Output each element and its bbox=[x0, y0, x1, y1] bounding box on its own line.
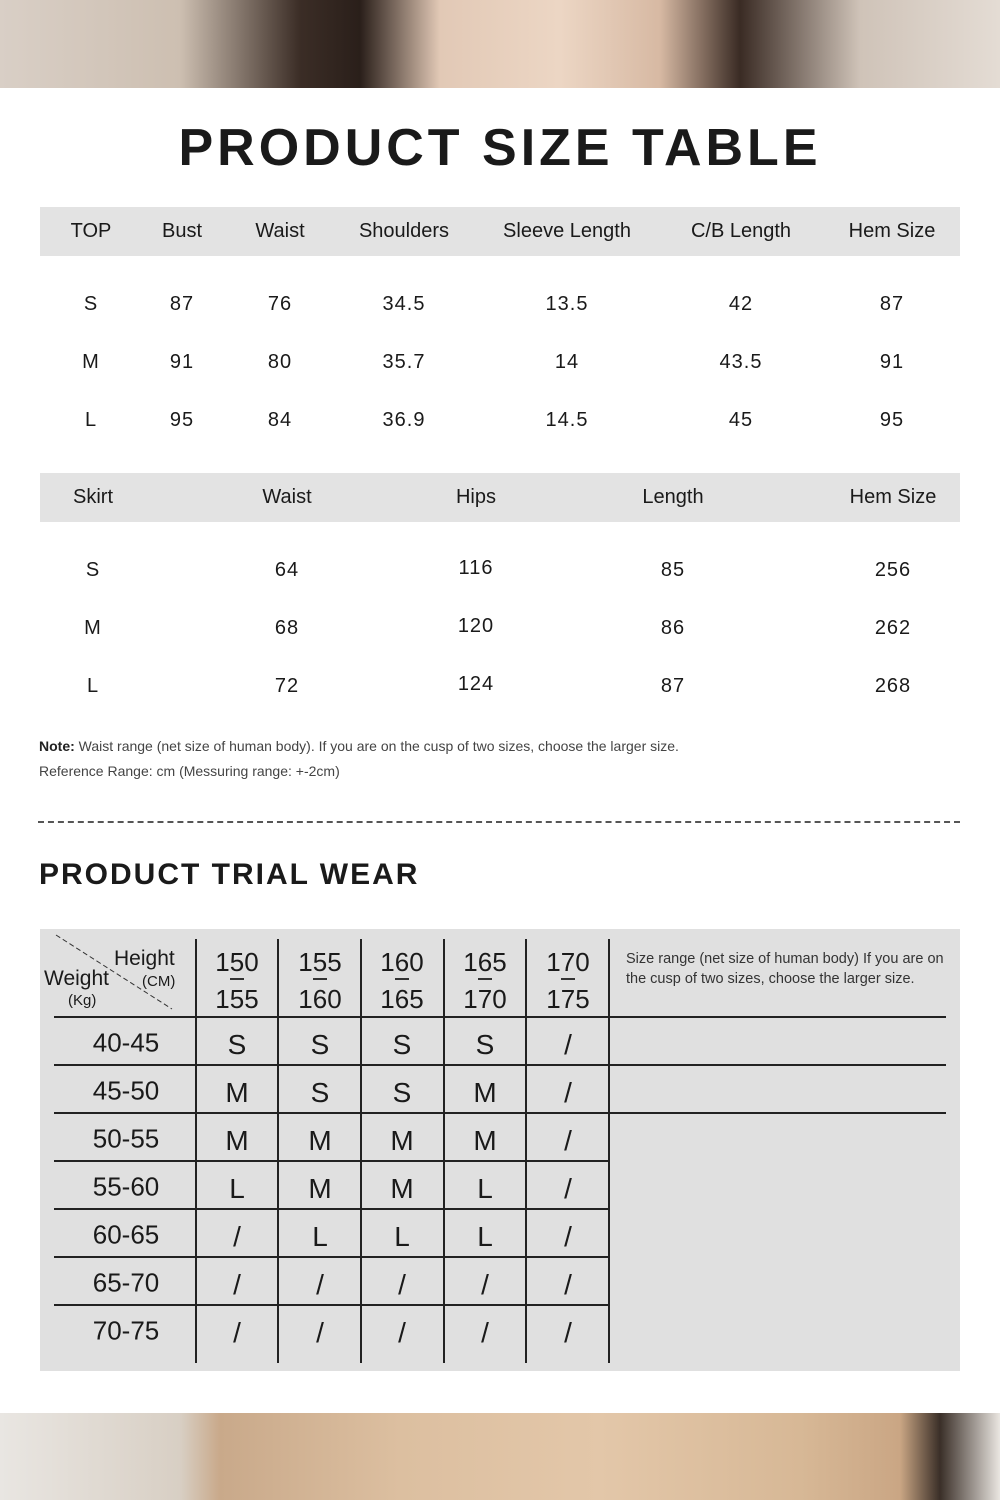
size-cell: / bbox=[233, 1221, 241, 1252]
skirt-cell: 85 bbox=[660, 559, 686, 581]
weight-range: 50-55 bbox=[92, 1123, 160, 1154]
skirt-cell: 116 bbox=[458, 557, 494, 579]
skirt-cell: S bbox=[85, 559, 101, 581]
tilde-dash bbox=[561, 978, 575, 980]
top-header-4: Sleeve Length bbox=[503, 220, 631, 242]
top-cell: M bbox=[82, 351, 100, 373]
skirt-cell: L bbox=[86, 675, 100, 697]
top-cell: 76 bbox=[267, 293, 293, 315]
top-header-3: Shoulders bbox=[358, 220, 450, 242]
size-cell: / bbox=[398, 1317, 406, 1348]
height-from: 170 bbox=[546, 947, 590, 977]
skirt-header-4: Hem Size bbox=[849, 486, 937, 508]
height-from: 155 bbox=[298, 947, 342, 977]
size-cell: S bbox=[392, 1077, 412, 1108]
size-cell: / bbox=[481, 1269, 489, 1300]
top-header-5: C/B Length bbox=[690, 220, 792, 242]
size-cell: / bbox=[564, 1077, 572, 1108]
grid-hline bbox=[54, 1208, 609, 1210]
model-photo-top bbox=[0, 0, 1000, 88]
top-cell: 91 bbox=[879, 351, 905, 373]
top-cell: 42 bbox=[728, 293, 754, 315]
height-to: 155 bbox=[215, 984, 259, 1014]
top-header-2: Waist bbox=[255, 220, 305, 242]
grid-vline bbox=[525, 939, 527, 1363]
size-cell: L bbox=[477, 1221, 493, 1252]
size-cell: / bbox=[398, 1269, 406, 1300]
weight-label: Weight bbox=[44, 967, 109, 990]
size-cell: L bbox=[312, 1221, 328, 1252]
cm-label: (CM) bbox=[142, 973, 176, 990]
size-cell: S bbox=[227, 1029, 247, 1060]
height-to: 165 bbox=[380, 984, 424, 1014]
grid-vline bbox=[360, 939, 362, 1363]
skirt-cell: 68 bbox=[274, 617, 300, 639]
top-cell: 95 bbox=[879, 409, 905, 431]
grid-hline bbox=[54, 1160, 609, 1162]
grid-vline bbox=[195, 939, 197, 1363]
size-cell: / bbox=[564, 1125, 572, 1156]
skirt-cell: 120 bbox=[457, 615, 495, 637]
size-cell: S bbox=[310, 1029, 330, 1060]
skirt-cell: 87 bbox=[660, 675, 686, 697]
height-from: 150 bbox=[215, 947, 259, 977]
tilde-dash bbox=[313, 978, 327, 980]
skirt-cell: 64 bbox=[274, 559, 300, 581]
grid-vline bbox=[277, 939, 279, 1363]
height-label: Height bbox=[114, 947, 175, 970]
top-cell: 87 bbox=[879, 293, 905, 315]
top-cell: 43.5 bbox=[719, 351, 763, 373]
size-cell: / bbox=[564, 1029, 572, 1060]
size-cell: M bbox=[225, 1125, 249, 1156]
weight-range: 45-50 bbox=[92, 1075, 160, 1106]
top-cell: 95 bbox=[169, 409, 195, 431]
size-cell: S bbox=[475, 1029, 495, 1060]
height-to: 170 bbox=[463, 984, 507, 1014]
note-label: Note: bbox=[39, 738, 75, 754]
skirt-cell: 124 bbox=[457, 673, 495, 695]
skirt-cell: 268 bbox=[874, 675, 912, 697]
skirt-header-0: Skirt bbox=[73, 486, 113, 508]
grid-hline bbox=[54, 1304, 609, 1306]
weight-range: 60-65 bbox=[92, 1219, 160, 1250]
weight-range: 65-70 bbox=[92, 1267, 160, 1298]
skirt-header-3: Length bbox=[642, 486, 704, 508]
height-to: 160 bbox=[298, 984, 342, 1014]
size-range-note: Size range (net size of human body) If you are on the cusp of two sizes, choose the larger size. bbox=[626, 951, 944, 987]
size-cell: / bbox=[564, 1173, 572, 1204]
top-cell: 36.9 bbox=[382, 409, 426, 431]
top-cell: S bbox=[83, 293, 99, 315]
size-cell: / bbox=[564, 1221, 572, 1252]
size-cell: M bbox=[390, 1125, 414, 1156]
top-cell: 13.5 bbox=[545, 293, 589, 315]
reference-range: Reference Range: cm (Messuring range: +-2cm) bbox=[39, 763, 340, 779]
size-cell: / bbox=[564, 1269, 572, 1300]
trial-wear-table bbox=[40, 929, 960, 1371]
size-cell: L bbox=[229, 1173, 245, 1204]
top-cell: 80 bbox=[267, 351, 293, 373]
grid-vline bbox=[608, 939, 610, 1363]
grid-vline bbox=[443, 939, 445, 1363]
top-cell: 14 bbox=[554, 351, 580, 373]
tilde-dash bbox=[478, 978, 492, 980]
top-cell: L bbox=[84, 409, 98, 431]
top-cell: 87 bbox=[169, 293, 195, 315]
top-cell: 14.5 bbox=[545, 409, 589, 431]
skirt-cell: M bbox=[84, 617, 102, 639]
size-cell: M bbox=[308, 1125, 332, 1156]
size-cell: / bbox=[316, 1269, 324, 1300]
tilde-dash bbox=[230, 978, 244, 980]
height-to: 175 bbox=[546, 984, 590, 1014]
tilde-dash bbox=[395, 978, 409, 980]
size-cell: / bbox=[233, 1269, 241, 1300]
top-size-table bbox=[40, 207, 960, 447]
top-cell: 34.5 bbox=[382, 293, 426, 315]
top-cell: 91 bbox=[169, 351, 195, 373]
size-cell: / bbox=[481, 1317, 489, 1348]
top-header-1: Bust bbox=[161, 220, 203, 242]
size-cell: S bbox=[310, 1077, 330, 1108]
skirt-cell: 262 bbox=[874, 617, 912, 639]
grid-hline bbox=[54, 1016, 946, 1018]
size-cell: M bbox=[473, 1077, 497, 1108]
weight-range: 40-45 bbox=[92, 1027, 160, 1058]
skirt-table-header bbox=[40, 473, 960, 522]
kg-label: (Kg) bbox=[68, 992, 97, 1009]
size-cell: / bbox=[564, 1317, 572, 1348]
skirt-cell: 256 bbox=[874, 559, 912, 581]
model-photo-bottom bbox=[0, 1413, 1000, 1500]
weight-range: 70-75 bbox=[92, 1315, 160, 1346]
size-cell: M bbox=[225, 1077, 249, 1108]
top-header-6: Hem Size bbox=[848, 220, 936, 242]
top-cell: 45 bbox=[728, 409, 754, 431]
skirt-header-1: Waist bbox=[262, 486, 312, 508]
grid-hline bbox=[54, 1256, 609, 1258]
size-cell: M bbox=[473, 1125, 497, 1156]
size-cell: M bbox=[390, 1173, 414, 1204]
skirt-cell: 72 bbox=[274, 675, 300, 697]
skirt-header-2: Hips bbox=[455, 486, 497, 508]
size-cell: S bbox=[392, 1029, 412, 1060]
dashed-divider bbox=[38, 821, 960, 823]
height-from: 165 bbox=[463, 947, 507, 977]
grid-hline bbox=[54, 1064, 946, 1066]
size-cell: L bbox=[477, 1173, 493, 1204]
weight-range: 55-60 bbox=[92, 1171, 160, 1202]
size-cell: L bbox=[394, 1221, 410, 1252]
size-note bbox=[39, 738, 679, 754]
top-header-0: TOP bbox=[70, 220, 112, 242]
top-cell: 35.7 bbox=[382, 351, 426, 373]
size-cell: / bbox=[233, 1317, 241, 1348]
skirt-size-table bbox=[40, 473, 960, 713]
page-title: PRODUCT SIZE TABLE bbox=[178, 119, 822, 177]
size-cell: M bbox=[308, 1173, 332, 1204]
note-text: Waist range (net size of human body). If you are on the cusp of two sizes, choose the larger size. bbox=[74, 738, 679, 754]
size-cell: / bbox=[316, 1317, 324, 1348]
height-from: 160 bbox=[380, 947, 424, 977]
top-cell: 84 bbox=[267, 409, 293, 431]
skirt-cell: 86 bbox=[660, 617, 686, 639]
grid-hline bbox=[54, 1112, 946, 1114]
trial-wear-title: PRODUCT TRIAL WEAR bbox=[39, 858, 420, 891]
